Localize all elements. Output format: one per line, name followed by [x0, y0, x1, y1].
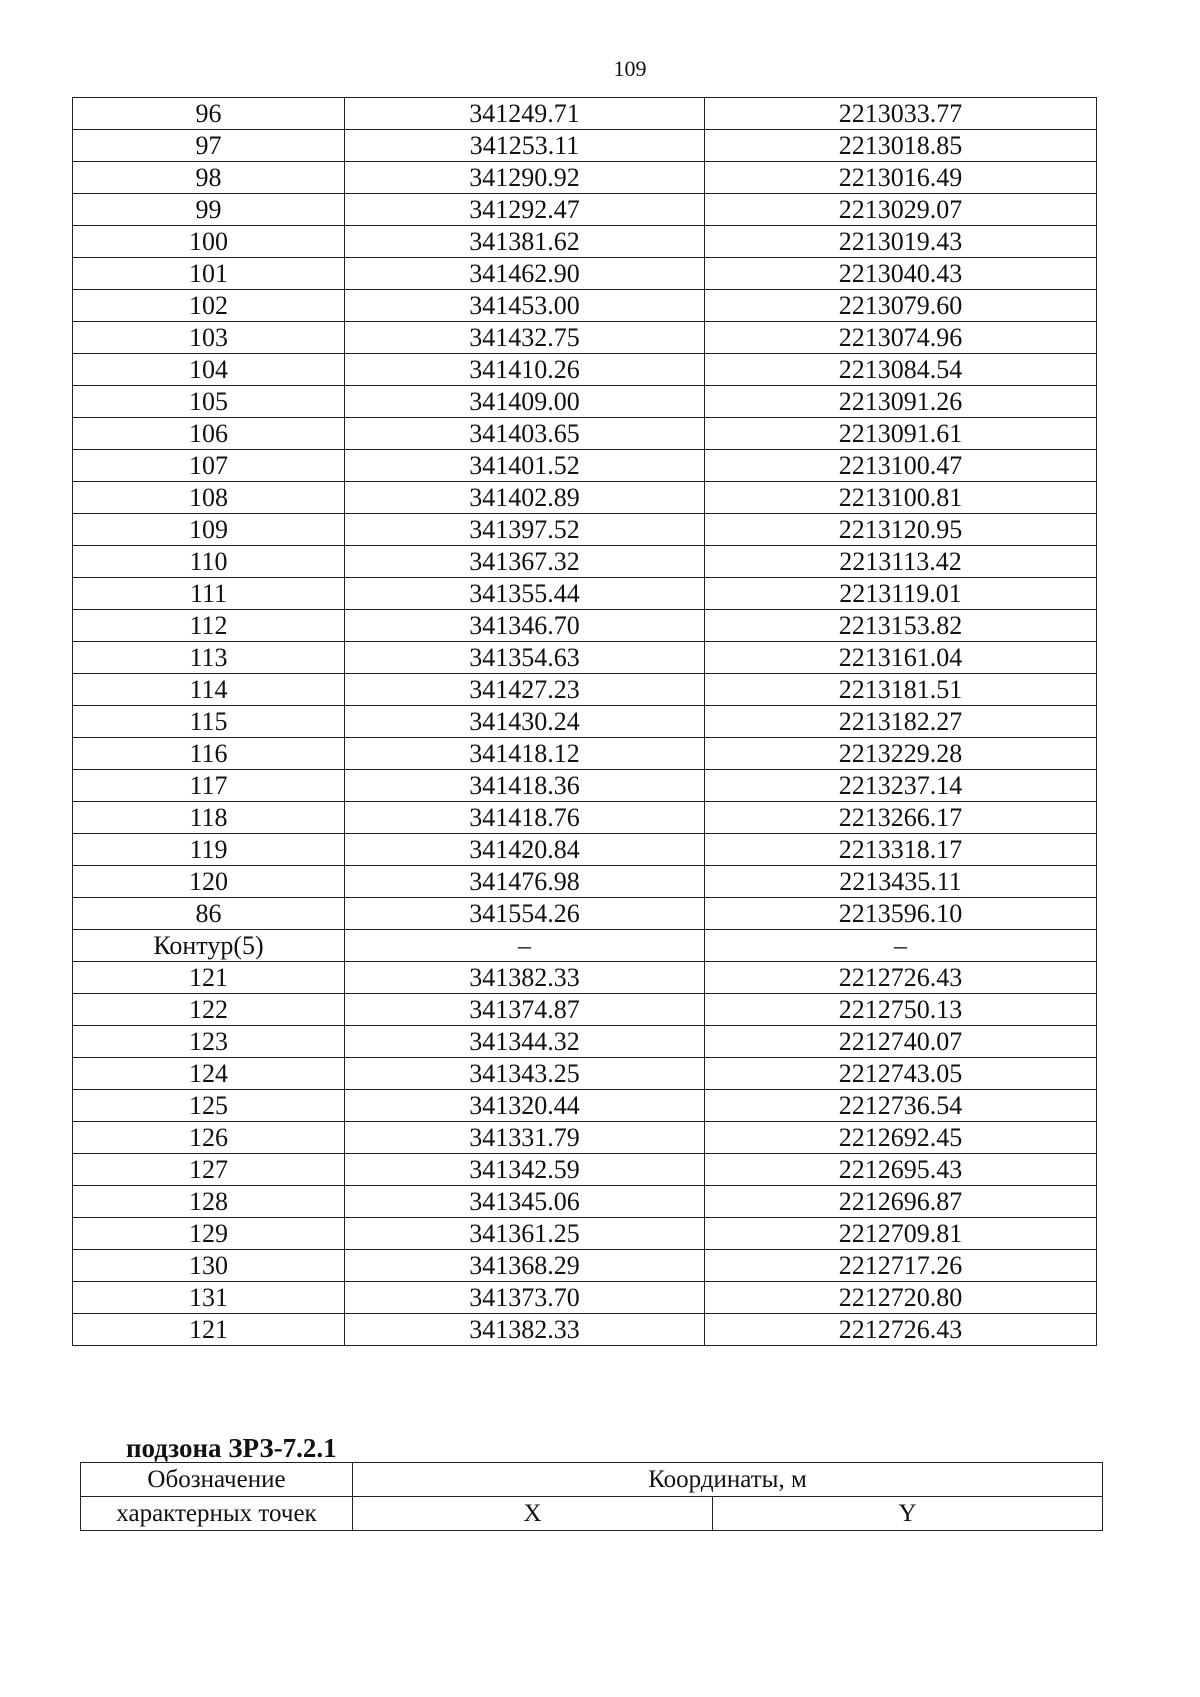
y-coordinate-cell: 2213435.11 [705, 866, 1097, 898]
y-coordinate-cell: 2213040.43 [705, 258, 1097, 290]
table-row [73, 98, 1097, 130]
point-number-cell: 131 [73, 1282, 345, 1314]
y-coordinate-cell: 2213091.61 [705, 418, 1097, 450]
y-coordinate-cell: 2213033.77 [705, 98, 1097, 130]
point-number-cell: 128 [73, 1186, 345, 1218]
y-coordinate-cell: – [705, 930, 1097, 962]
point-number-cell: Контур(5) [73, 930, 345, 962]
point-number-cell: 126 [73, 1122, 345, 1154]
table-row [73, 770, 1097, 802]
y-coordinate-cell: 2213153.82 [705, 610, 1097, 642]
y-coordinate-cell: 2213237.14 [705, 770, 1097, 802]
x-coordinate-cell: 341382.33 [345, 962, 705, 994]
x-coordinate-cell: 341368.29 [345, 1250, 705, 1282]
y-coordinate-cell: 2212750.13 [705, 994, 1097, 1026]
point-number-cell: 107 [73, 450, 345, 482]
table-row [73, 450, 1097, 482]
point-number-cell: 98 [73, 162, 345, 194]
table-row [73, 610, 1097, 642]
table-row [73, 802, 1097, 834]
x-coordinate-cell: 341253.11 [345, 130, 705, 162]
y-coordinate-cell: 2212692.45 [705, 1122, 1097, 1154]
point-number-cell: 101 [73, 258, 345, 290]
x-coordinate-cell: 341331.79 [345, 1122, 705, 1154]
y-coordinate-cell: 2213229.28 [705, 738, 1097, 770]
y-coordinate-cell: 2213113.42 [705, 546, 1097, 578]
table-row [73, 290, 1097, 322]
point-number-cell: 104 [73, 354, 345, 386]
x-coordinate-cell: – [345, 930, 705, 962]
page-number: 109 [613, 56, 647, 81]
table-row [73, 994, 1097, 1026]
x-coordinate-cell: 341354.63 [345, 642, 705, 674]
point-number-cell: 112 [73, 610, 345, 642]
designation-header-line2: характерных точек [81, 1497, 353, 1531]
x-coordinate-cell: 341418.12 [345, 738, 705, 770]
y-coordinate-cell: 2213596.10 [705, 898, 1097, 930]
table-row [73, 130, 1097, 162]
y-coordinate-cell: 2213318.17 [705, 834, 1097, 866]
table-row [73, 930, 1097, 962]
point-number-cell: 113 [73, 642, 345, 674]
coordinates-table-body [73, 98, 1097, 1346]
x-coordinate-cell: 341382.33 [345, 1314, 705, 1346]
x-coordinate-cell: 341418.36 [345, 770, 705, 802]
x-coordinate-cell: 341402.89 [345, 482, 705, 514]
x-coordinate-cell: 341420.84 [345, 834, 705, 866]
x-coordinate-cell: 341361.25 [345, 1218, 705, 1250]
table-row [73, 962, 1097, 994]
y-coordinate-cell: 2213119.01 [705, 578, 1097, 610]
y-coordinate-cell: 2212696.87 [705, 1186, 1097, 1218]
point-number-cell: 118 [73, 802, 345, 834]
point-number-cell: 123 [73, 1026, 345, 1058]
x-coordinate-cell: 341344.32 [345, 1026, 705, 1058]
table-row [73, 418, 1097, 450]
y-coordinate-cell: 2212736.54 [705, 1090, 1097, 1122]
y-coordinate-cell: 2213120.95 [705, 514, 1097, 546]
point-number-cell: 121 [73, 962, 345, 994]
point-number-cell: 130 [73, 1250, 345, 1282]
table-row [73, 1186, 1097, 1218]
subzone-header-row-1 [81, 1463, 1103, 1497]
point-number-cell: 125 [73, 1090, 345, 1122]
point-number-cell: 86 [73, 898, 345, 930]
point-number-cell: 129 [73, 1218, 345, 1250]
point-number-cell: 110 [73, 546, 345, 578]
subzone-title: подзона ЗРЗ-7.2.1 [126, 1433, 337, 1463]
y-coordinate-cell: 2212726.43 [705, 962, 1097, 994]
table-row [73, 898, 1097, 930]
x-coordinate-cell: 341418.76 [345, 802, 705, 834]
y-coordinate-cell: 2212709.81 [705, 1218, 1097, 1250]
x-coordinate-cell: 341554.26 [345, 898, 705, 930]
y-coordinate-cell: 2212695.43 [705, 1154, 1097, 1186]
y-header: Y [713, 1497, 1103, 1531]
y-coordinate-cell: 2212726.43 [705, 1314, 1097, 1346]
x-coordinate-cell: 341403.65 [345, 418, 705, 450]
table-row [73, 642, 1097, 674]
table-row [73, 706, 1097, 738]
x-coordinate-cell: 341381.62 [345, 226, 705, 258]
point-number-cell: 106 [73, 418, 345, 450]
point-number-cell: 109 [73, 514, 345, 546]
x-coordinate-cell: 341373.70 [345, 1282, 705, 1314]
x-coordinate-cell: 341320.44 [345, 1090, 705, 1122]
y-coordinate-cell: 2212720.80 [705, 1282, 1097, 1314]
point-number-cell: 122 [73, 994, 345, 1026]
table-row [73, 258, 1097, 290]
table-row [73, 226, 1097, 258]
x-coordinate-cell: 341374.87 [345, 994, 705, 1026]
table-row [73, 194, 1097, 226]
y-coordinate-cell: 2213084.54 [705, 354, 1097, 386]
y-coordinate-cell: 2213074.96 [705, 322, 1097, 354]
y-coordinate-cell: 2213100.81 [705, 482, 1097, 514]
point-number-cell: 121 [73, 1314, 345, 1346]
table-row [73, 866, 1097, 898]
point-number-cell: 119 [73, 834, 345, 866]
x-coordinate-cell: 341432.75 [345, 322, 705, 354]
y-coordinate-cell: 2213016.49 [705, 162, 1097, 194]
table-row [73, 1090, 1097, 1122]
coordinates-table [72, 97, 1097, 1346]
point-number-cell: 124 [73, 1058, 345, 1090]
point-number-cell: 97 [73, 130, 345, 162]
x-coordinate-cell: 341343.25 [345, 1058, 705, 1090]
table-row [73, 578, 1097, 610]
point-number-cell: 100 [73, 226, 345, 258]
table-row [73, 1058, 1097, 1090]
table-row [73, 1154, 1097, 1186]
x-coordinate-cell: 341427.23 [345, 674, 705, 706]
y-coordinate-cell: 2212717.26 [705, 1250, 1097, 1282]
x-coordinate-cell: 341410.26 [345, 354, 705, 386]
x-coordinate-cell: 341430.24 [345, 706, 705, 738]
table-row [73, 1122, 1097, 1154]
table-row [73, 1026, 1097, 1058]
y-coordinate-cell: 2213019.43 [705, 226, 1097, 258]
table-row [73, 1218, 1097, 1250]
point-number-cell: 96 [73, 98, 345, 130]
point-number-cell: 114 [73, 674, 345, 706]
table-row [73, 1250, 1097, 1282]
table-row [73, 162, 1097, 194]
point-number-cell: 117 [73, 770, 345, 802]
y-coordinate-cell: 2213018.85 [705, 130, 1097, 162]
x-coordinate-cell: 341355.44 [345, 578, 705, 610]
point-number-cell: 111 [73, 578, 345, 610]
x-coordinate-cell: 341409.00 [345, 386, 705, 418]
y-coordinate-cell: 2213266.17 [705, 802, 1097, 834]
point-number-cell: 102 [73, 290, 345, 322]
table-row [73, 738, 1097, 770]
y-coordinate-cell: 2213100.47 [705, 450, 1097, 482]
y-coordinate-cell: 2213182.27 [705, 706, 1097, 738]
point-number-cell: 103 [73, 322, 345, 354]
table-row [73, 386, 1097, 418]
x-coordinate-cell: 341346.70 [345, 610, 705, 642]
point-number-cell: 108 [73, 482, 345, 514]
y-coordinate-cell: 2213161.04 [705, 642, 1097, 674]
table-row [73, 1314, 1097, 1346]
x-coordinate-cell: 341401.52 [345, 450, 705, 482]
x-coordinate-cell: 341342.59 [345, 1154, 705, 1186]
x-coordinate-cell: 341249.71 [345, 98, 705, 130]
subzone-header-row-2 [81, 1497, 1103, 1531]
point-number-cell: 115 [73, 706, 345, 738]
x-coordinate-cell: 341397.52 [345, 514, 705, 546]
subzone-table-header [80, 1462, 1103, 1531]
table-row [73, 834, 1097, 866]
x-coordinate-cell: 341453.00 [345, 290, 705, 322]
x-coordinate-cell: 341290.92 [345, 162, 705, 194]
x-header: X [353, 1497, 713, 1531]
designation-header-line1: Обозначение [81, 1463, 353, 1497]
table-row [73, 546, 1097, 578]
point-number-cell: 120 [73, 866, 345, 898]
x-coordinate-cell: 341292.47 [345, 194, 705, 226]
y-coordinate-cell: 2213091.26 [705, 386, 1097, 418]
x-coordinate-cell: 341367.32 [345, 546, 705, 578]
y-coordinate-cell: 2213079.60 [705, 290, 1097, 322]
point-number-cell: 127 [73, 1154, 345, 1186]
point-number-cell: 116 [73, 738, 345, 770]
table-row [73, 322, 1097, 354]
coordinates-header: Координаты, м [353, 1463, 1103, 1497]
y-coordinate-cell: 2212743.05 [705, 1058, 1097, 1090]
point-number-cell: 105 [73, 386, 345, 418]
y-coordinate-cell: 2212740.07 [705, 1026, 1097, 1058]
point-number-cell: 99 [73, 194, 345, 226]
table-row [73, 354, 1097, 386]
table-row [73, 482, 1097, 514]
x-coordinate-cell: 341345.06 [345, 1186, 705, 1218]
table-row [73, 674, 1097, 706]
x-coordinate-cell: 341476.98 [345, 866, 705, 898]
x-coordinate-cell: 341462.90 [345, 258, 705, 290]
y-coordinate-cell: 2213029.07 [705, 194, 1097, 226]
y-coordinate-cell: 2213181.51 [705, 674, 1097, 706]
table-row [73, 1282, 1097, 1314]
table-row [73, 514, 1097, 546]
